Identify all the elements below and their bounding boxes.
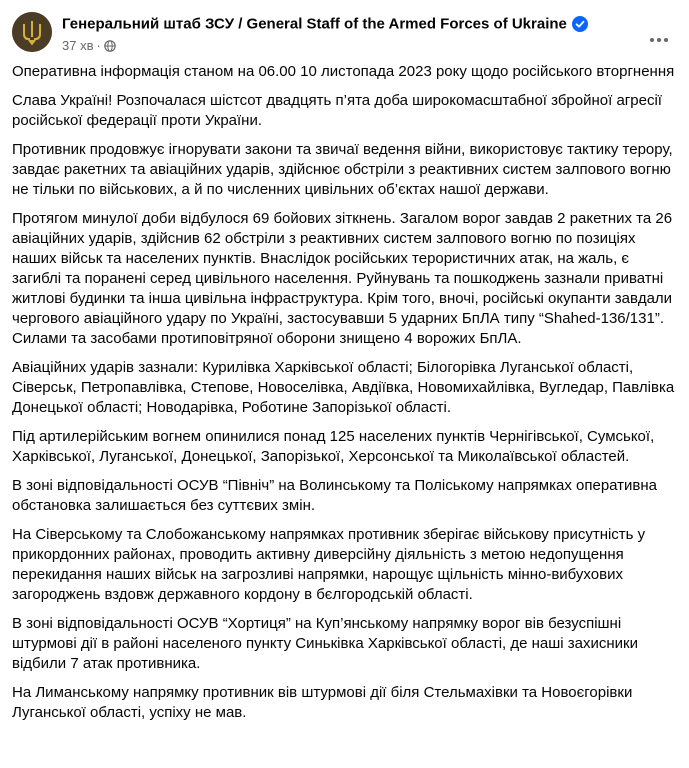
verified-badge-icon[interactable]: [572, 16, 588, 32]
page-name-link[interactable]: Генеральний штаб ЗСУ / General Staff of the Armed Forces of Ukraine: [62, 15, 567, 33]
post-header: [0, 0, 689, 62]
timestamp-link[interactable]: 37 хв: [62, 38, 94, 54]
trident-emblem-icon: [12, 12, 52, 52]
post-paragraph: Противник продовжує ігнорувати закони та звичаї ведення війни, використовує тактику терору, завдає ракетних та авіаційних ударів, здійснює обстріли з реактивних систем залпового вогню не тільки по військових, а й по численних цивільних об’єктах нашої держави.: [12, 141, 673, 198]
author-row: [62, 15, 588, 35]
post-meta: [62, 37, 116, 53]
more-options-button[interactable]: [641, 22, 677, 58]
post-paragraph: В зоні відповідальності ОСУВ “Хортиця” на Куп’янському напрямку ворог вів безуспішні штурмові дії в районі населеного пункту Синьківка Харківської області, де наші захисники відбили 7 атак противника.: [12, 615, 639, 672]
post-paragraph: На Сіверському та Слобожанському напрямках противник зберігає військову присутність у прикордонних районах, проводить активну диверсійну діяльність з метою недопущення перекидання наших військ на загрозливі напрямки, нарощує щільність мінно-вибухових загороджень вздовж державного кордону в бєлгородській області.: [12, 526, 646, 603]
post-body: [12, 62, 677, 732]
post-paragraph: Слава Україні! Розпочалася шістсот двадцять п’ята доба широкомасштабної збройної агресії російської федерації проти України.: [12, 92, 662, 129]
post-paragraph: В зоні відповідальності ОСУВ “Північ” на Волинському та Поліському напрямках оперативна обстановка залишається без суттєвих змін.: [12, 477, 658, 514]
post-paragraph: На Лиманському напрямку противник вів штурмові дії біля Стельмахівки та Новоєгорівки Луганської області, успіху не мав.: [12, 684, 633, 721]
globe-icon[interactable]: [104, 40, 116, 52]
more-options-icon: [647, 28, 671, 52]
post-paragraph: Авіаційних ударів зазнали: Курилівка Харківської області; Білогорівка Луганської області, Сіверськ, Петропавлівка, Степове, Новоселівка, Авдіївка, Новомихайлівка, Вугледар, Павлівка Донецької області; Новодарівка, Роботине Запорізької області.: [12, 359, 675, 416]
avatar[interactable]: [12, 12, 52, 52]
post-paragraph: Протягом минулої доби відбулося 69 бойових зіткнень. Загалом ворог завдав 2 ракетних та 26 авіаційних ударів, здійснив 62 обстріли з реактивних систем залпового вогню по позиціях наших військ та населених пунктів. Внаслідок російських терористичних атак, на жаль, є загиблі та поранені серед цивільного населення. Руйнувань та пошкоджень зазнали приватні житлові будинки та інша цивільна інфраструктура. Крім того, вночі, російські окупанти завдали чергового авіаційного удару по Україні, застосувавши 5 ударних БпЛА типу “Shahed-136/131”. Силами та засобами протиповітряної оборони знищено 4 ворожих БпЛА.: [12, 210, 673, 347]
post-paragraph: Під артилерійським вогнем опинилися понад 125 населених пунктів Чернігівської, Сумської, Харківської, Луганської, Донецької, Запорізької, Херсонської та Миколаївської областей.: [12, 428, 655, 465]
post-paragraph: Оперативна інформація станом на 06.00 10 листопада 2023 року щодо російського вторгнення: [12, 63, 675, 80]
meta-separator: ·: [96, 38, 101, 54]
